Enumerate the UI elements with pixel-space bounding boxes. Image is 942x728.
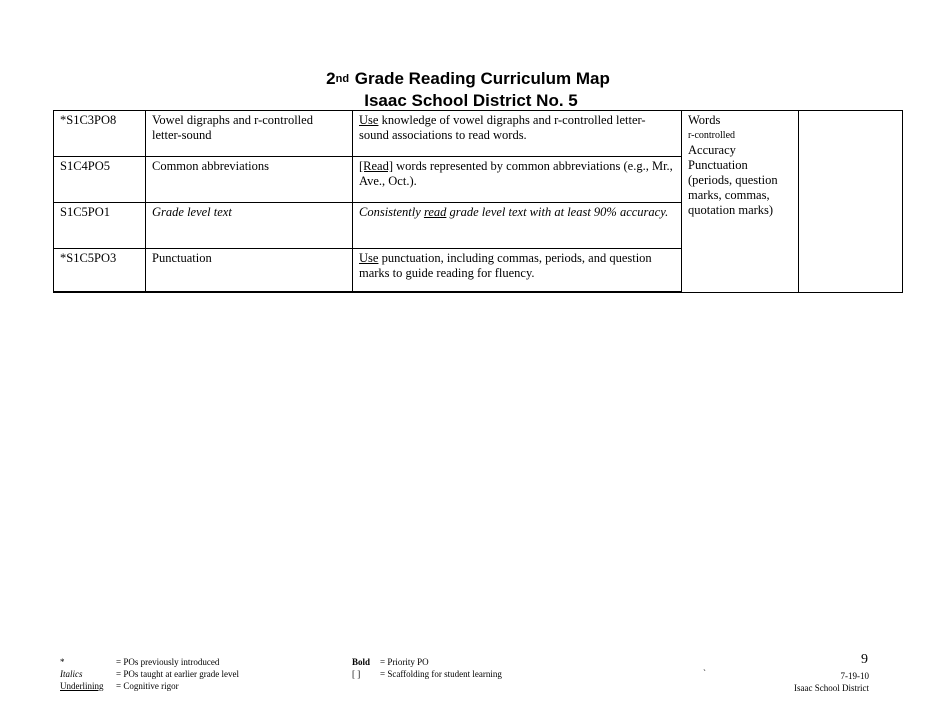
footer-district: Isaac School District	[794, 683, 869, 693]
table-row	[54, 111, 903, 157]
vocab-accuracy: Accuracy	[688, 143, 736, 157]
page-subtitle: Isaac School District No. 5	[364, 91, 578, 110]
title-prefix: 2	[326, 69, 336, 88]
legend-item	[352, 668, 502, 680]
footer-date: 7-19-10	[840, 671, 869, 681]
page-title	[0, 69, 939, 89]
legend-middle	[352, 656, 502, 680]
blank-column-cell	[799, 111, 903, 293]
po-verb: read	[423, 205, 447, 219]
legend-item	[60, 668, 239, 680]
title-superscript: nd	[335, 73, 350, 85]
legend-item	[60, 656, 239, 668]
po-description-cell	[353, 157, 682, 203]
concept-cell: Vowel digraphs and r-controlled letter-sound	[146, 111, 353, 157]
title-rest: Grade Reading Curriculum Map	[350, 69, 610, 88]
legend-symbol: [ ]	[352, 669, 361, 679]
po-description-cell	[353, 203, 682, 249]
po-text: punctuation, including commas, periods, and question marks to guide reading for fluency.	[359, 251, 652, 280]
po-code-cell: S1C5PO1	[54, 203, 146, 249]
legend-desc: = Scaffolding for student learning	[380, 669, 502, 679]
legend-symbol: *	[60, 657, 65, 667]
legend-item	[60, 680, 239, 692]
legend-symbol: Underlining	[60, 681, 104, 691]
po-code-cell: *S1C3PO8	[54, 111, 146, 157]
vocab-punctuation-detail: (periods, question marks, commas, quotation marks)	[688, 173, 778, 217]
po-description-cell	[353, 249, 682, 293]
po-description-cell	[353, 111, 682, 157]
legend-desc: = POs taught at earlier grade level	[116, 669, 240, 679]
page-number: 9	[861, 652, 868, 667]
po-code-cell: S1C4PO5	[54, 157, 146, 203]
legend-desc: = Cognitive rigor	[116, 681, 179, 691]
legend-desc: = POs previously introduced	[116, 657, 220, 667]
curriculum-table	[53, 110, 903, 293]
stray-mark: `	[703, 668, 706, 678]
legend-symbol: Italics	[60, 669, 83, 679]
concept-cell: Grade level text	[146, 203, 353, 249]
legend-item	[352, 656, 502, 668]
concept-cell: Punctuation	[146, 249, 353, 293]
po-verb: [Read]	[359, 159, 394, 173]
legend-symbol: Bold	[352, 657, 371, 667]
po-verb: Use	[359, 113, 379, 127]
vocab-r-controlled: r-controlled	[688, 130, 736, 141]
vocabulary-cell	[682, 111, 799, 293]
legend-left	[60, 656, 239, 692]
po-text: grade level text with at least 90% accuracy.	[446, 205, 669, 219]
concept-cell: Common abbreviations	[146, 157, 353, 203]
po-code-cell: *S1C5PO3	[54, 249, 146, 293]
po-text: knowledge of vowel digraphs and r-controlled letter-sound associations to read words.	[359, 113, 646, 142]
vocab-punctuation: Punctuation	[688, 158, 748, 172]
vocab-words: Words	[688, 113, 721, 127]
po-verb: Use	[359, 251, 379, 265]
legend-desc: = Priority PO	[380, 657, 429, 667]
po-text: words represented by common abbreviations (e.g., Mr., Ave., Oct.).	[359, 159, 673, 188]
po-prefix: Consistently	[359, 205, 424, 219]
